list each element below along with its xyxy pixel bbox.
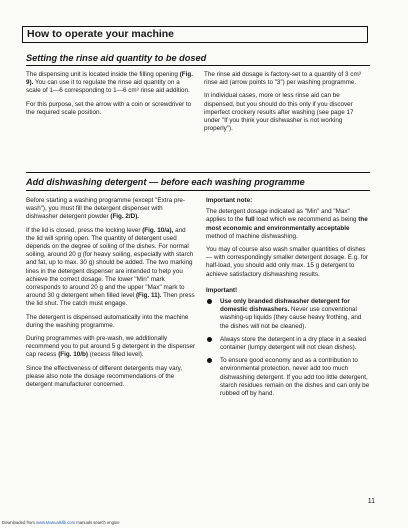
list-item: Always store the detergent in a dry place in a sealed container (lumpy detergent will not clean dishes). [206, 336, 370, 352]
important-heading: Important! [206, 286, 238, 294]
manualslib-link[interactable]: www.Manualslib.com [35, 520, 76, 525]
bullet-icon [207, 337, 212, 342]
list-item: Use only branded dishwasher detergent for domestic dishwashers. Never use conventional washing-up liquids (they cause heavy frothing, and the dishes will not be cleaned). [206, 298, 370, 331]
rinse-left-paragraph-2: For this purpose, set the arrow with a coin or screwdriver to the required scale position. [26, 100, 192, 116]
important-bullet-list [206, 298, 370, 398]
detergent-left-paragraph-2: If the lid is closed, press the locking lever (Fig. 10/a), and the lid will spring open. The quantity of detergent used depends on the degree of soiling of the dishes. For normal soiling, around 20 g (for heavy soiling, especially with starch and fat, up to max. 30 g) should be added. The two marking lines in the detergent dispenser are intended to help you achieve the correct dosage. The lower "Min" mark corresponds to around 20 g and the upper "Max" mark to around 30 g detergent when filled level (Fig. 11). Then press the lid shut. The catch must engage. [26, 226, 195, 308]
section-divider [26, 172, 370, 173]
download-footer: Downloaded from www.Manualslib.com manuals search engine [2, 520, 120, 525]
bullet-icon [207, 299, 212, 304]
page-title: How to operate your machine [22, 26, 368, 43]
section-divider [26, 190, 370, 191]
rinse-aid-heading: Setting the rinse aid quantity to be dosed [26, 53, 207, 63]
important-note-paragraph-1: The detergent dosage indicated as "Min" and "Max" applies to the full load which we recommend as being the most economic and environmentally acceptable method of machine dishwashing. [206, 208, 368, 240]
rinse-right-column [204, 71, 370, 138]
detergent-left-paragraph-3: The detergent is dispensed automatically into the machine during the washing programme. [26, 313, 189, 329]
rinse-left-paragraph-1: The dispensing unit is located inside the filling opening (Fig. 9). You can use it to regulate the rinse aid quantity on a scale of 1—6 corresponding to 1—6 cm³ rinse aid addition. [26, 71, 193, 95]
bullet-icon [207, 358, 212, 363]
detergent-left-paragraph-4: During programmes with pre-wash, we additionally recommend you to put around 5 g detergent in the dispenser cap recess (Fig. 10/b) (recess filled level). [26, 335, 196, 359]
detergent-heading: Add dishwashing detergent — before each washing programme [26, 177, 305, 187]
rinse-right-paragraph-2: In individual cases, more or less rinse aid can be dispensed, but you should do this only if you discover imperfect crockery results after washing (see page 17 under "If you think your dishwasher is not working properly"). [204, 92, 354, 133]
detergent-left-paragraph-1: Before starting a washing programme (except "Extra pre-wash"), you must fill the detergent dispenser with dishwasher detergent powder (Fig. 2/D). [26, 197, 186, 221]
important-note-heading: Important note: [206, 197, 253, 204]
detergent-left-paragraph-5: Since the effectiveness of different detergents may vary, please also note the dosage recommendations of the detergent manufacturer concerned. [26, 364, 183, 389]
list-item: To ensure good economy and as a contribution to environmental protection, never add too much dishwashing detergent. If you add too little detergent, starch residues remain on the dishes and can only be rubbed off by hand. [206, 357, 370, 398]
important-note-paragraph-2: You may of course also wash smaller quantities of dishes — with correspondingly smaller detergent dosage. E.g. for half-load, you should add only max. 15 g detergent to achieve satisfactory dishwashing results. [206, 246, 369, 278]
rinse-left-column [26, 71, 194, 122]
detergent-right-column [206, 197, 370, 403]
detergent-left-column [26, 197, 196, 394]
page-number: 11 [367, 498, 375, 505]
rinse-right-paragraph-1: The rinse aid dosage is factory-set to a quantity of 3 cm³ rinse aid (arrow points to "3") per washing programme. [204, 71, 361, 87]
section-divider [26, 65, 370, 66]
